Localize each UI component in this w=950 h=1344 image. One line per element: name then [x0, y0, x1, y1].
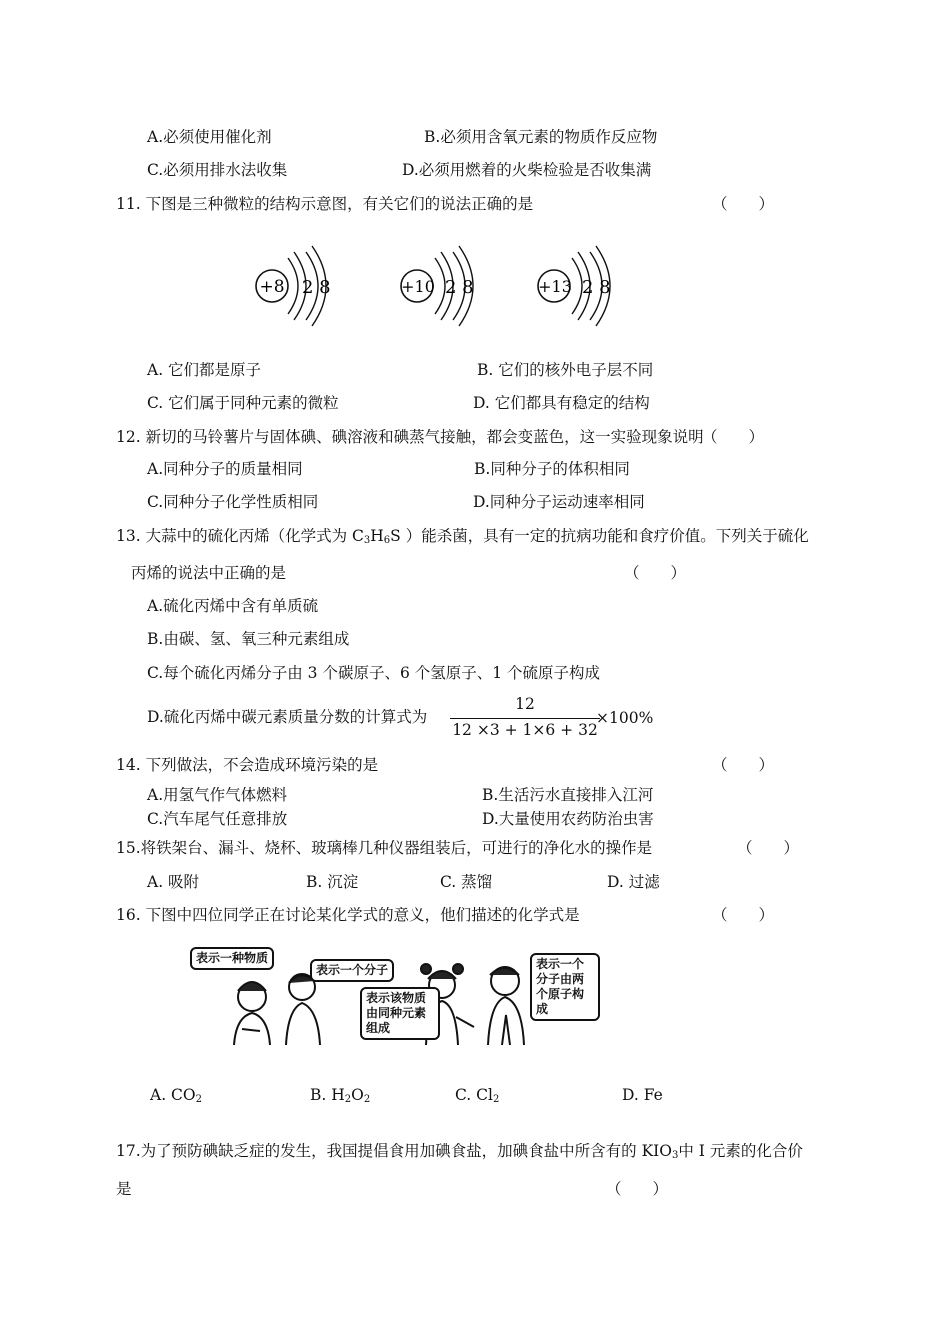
q10-option-b: B.必须用含氧元素的物质作反应物: [424, 128, 658, 146]
q13-stem-line2: 丙烯的说法中正确的是: [131, 564, 287, 582]
q15-answer-blank: （ ）: [737, 839, 800, 857]
q14-option-c: C.汽车尾气任意排放: [147, 810, 288, 828]
q10-option-d: D.必须用燃着的火柴检验是否收集满: [402, 161, 652, 179]
atom-structure-diagram-1: [250, 240, 340, 335]
q12-option-b: B.同种分子的体积相同: [474, 460, 630, 478]
q14-stem: 14. 下列做法，不会造成环境污染的是: [116, 756, 379, 774]
q14-option-a: A.用氢气作气体燃料: [147, 786, 288, 804]
q16-answer-blank: （ ）: [712, 906, 775, 924]
q15-stem: 15.将铁架台、漏斗、烧杯、玻璃棒几种仪器组装后，可进行的净化水的操作是: [116, 839, 653, 857]
fraction-bar: [450, 718, 600, 719]
q11-option-a: A. 它们都是原子: [147, 361, 262, 379]
q13-option-a: A.硫化丙烯中含有单质硫: [147, 597, 319, 615]
q15-option-a: A. 吸附: [147, 873, 200, 891]
students-discussion-cartoon: [190, 945, 720, 1055]
atom-1-nucleus: +8: [259, 277, 285, 297]
q11-option-d: D. 它们都具有稳定的结构: [473, 394, 650, 412]
q16-option-c: C. $Cl_2$: [455, 1086, 500, 1105]
formula-denominator: 12 ×3 + 1×6 + 32: [452, 721, 598, 739]
q10-option-c: C.必须用排水法收集: [147, 161, 288, 179]
q13-option-d: D.硫化丙烯中碳元素质量分数的计算式为: [147, 708, 428, 726]
speech-bubble-3: 表示该物质由同种元素组成: [360, 987, 440, 1040]
q14-option-d: D.大量使用农药防治虫害: [482, 810, 654, 828]
q12-option-a: A.同种分子的质量相同: [147, 460, 303, 478]
q17-stem-line2: 是: [116, 1180, 132, 1198]
q13-answer-blank: （ ）: [624, 564, 687, 582]
q12-option-c: C.同种分子化学性质相同: [147, 493, 319, 511]
q12-stem: 12. 新切的马铃薯片与固体碘、碘溶液和碘蒸气接触，都会变蓝色，这一实验现象说明: [116, 428, 704, 446]
q15-option-d: D. 过滤: [607, 873, 660, 891]
q16-option-a: A. $CO_2$: [150, 1086, 202, 1105]
q11-option-c: C. 它们属于同种元素的微粒: [147, 394, 339, 412]
q13-stem: 13. 大蒜中的硫化丙烯（化学式为 $C_3H_6S$ ）能杀菌，具有一定的抗病功能和食疗价值。下列关于硫化: [116, 527, 809, 546]
q11-option-b: B. 它们的核外电子层不同: [477, 361, 654, 379]
atom-2-nucleus: +10: [401, 277, 435, 296]
atom-structure-diagram-2: [395, 240, 485, 335]
q10-option-a: A.必须使用催化剂: [147, 128, 272, 146]
mass-fraction-formula: [450, 695, 600, 745]
atom-3-shells: 2 8: [582, 277, 611, 298]
q11-answer-blank: （ ）: [712, 195, 775, 213]
atom-structure-diagram-3: [532, 240, 622, 335]
q12-answer-blank: （ ）: [702, 428, 765, 446]
speech-bubble-1: 表示一种物质: [190, 947, 274, 970]
q14-option-b: B.生活污水直接排入江河: [482, 786, 654, 804]
q11-stem: 11. 下图是三种微粒的结构示意图，有关它们的说法正确的是: [116, 195, 534, 213]
q17-answer-blank: （ ）: [606, 1180, 669, 1198]
q17-stem: 17.为了预防碘缺乏症的发生，我国提倡食用加碘食盐，加碘食盐中所含有的 $KIO_3$中 I 元素的化合价: [116, 1142, 803, 1161]
atom-3-nucleus: +13: [538, 277, 572, 296]
atom-1-shells: 2 8: [302, 277, 331, 298]
q15-option-c: C. 蒸馏: [440, 873, 493, 891]
q16-option-d: D. Fe: [622, 1086, 663, 1104]
q15-option-b: B. 沉淀: [306, 873, 359, 891]
q12-option-d: D.同种分子运动速率相同: [473, 493, 645, 511]
speech-bubble-2: 表示一个分子: [310, 959, 394, 982]
q13-option-c: C.每个硫化丙烯分子由 3 个碳原子、6 个氢原子、1 个硫原子构成: [147, 664, 601, 682]
q16-stem: 16. 下图中四位同学正在讨论某化学式的意义，他们描述的化学式是: [116, 906, 580, 924]
speech-bubble-4: 表示一个分子由两个原子构成: [530, 953, 600, 1021]
q16-option-b: B. $H_2O_2$: [310, 1086, 371, 1105]
atom-2-shells: 2 8: [445, 277, 474, 298]
q13-option-b: B.由碳、氢、氧三种元素组成: [147, 630, 350, 648]
q14-answer-blank: （ ）: [712, 756, 775, 774]
formula-percent: ×100%: [596, 709, 654, 727]
formula-numerator: 12: [515, 695, 535, 713]
